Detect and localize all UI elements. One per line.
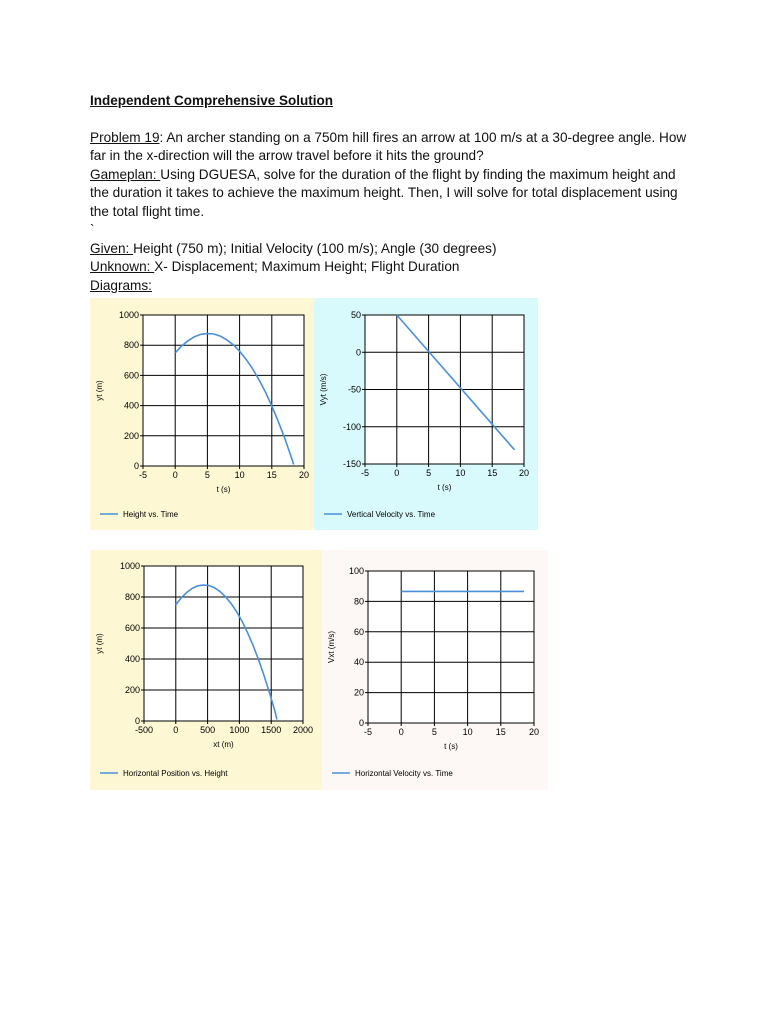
x-tick-label: 0	[172, 470, 178, 480]
x-tick-label: -5	[363, 727, 373, 737]
chart-svg	[314, 298, 538, 530]
x-tick-label: 0	[398, 727, 404, 737]
x-axis-title: t (s)	[444, 742, 458, 751]
problem-label: Problem 19	[90, 129, 160, 145]
x-tick-label: 0	[173, 725, 179, 735]
y-tick-label: 1000	[119, 561, 140, 571]
chart-svg	[322, 550, 548, 790]
legend-label: Horizontal Velocity vs. Time	[355, 769, 453, 778]
x-tick-label: 500	[200, 725, 216, 735]
x-tick-label: -5	[138, 470, 148, 480]
x-tick-label: 10	[455, 468, 466, 478]
y-tick-label: 1000	[118, 310, 139, 320]
horizontal-velocity-chart	[322, 550, 548, 790]
y-tick-label: 60	[353, 626, 364, 637]
x-tick-label: 5	[204, 470, 210, 480]
y-tick-label: 0	[134, 716, 140, 726]
unknown-line	[90, 258, 690, 277]
legend-label: Height vs. Time	[123, 510, 179, 519]
given-line	[90, 240, 690, 259]
x-axis-title: t (s)	[437, 483, 452, 492]
x-tick-label: 2000	[292, 725, 314, 735]
y-tick-label: 200	[124, 685, 140, 695]
y-tick-label: 100	[348, 566, 364, 576]
chart-svg	[90, 550, 322, 790]
unknown-text: X- Displacement; Maximum Height; Flight Duration	[154, 259, 460, 274]
x-tick-label: 15	[266, 470, 277, 480]
diagrams-label: Diagrams:	[90, 277, 152, 293]
y-tick-label: 600	[123, 370, 139, 381]
x-tick-label: -5	[360, 468, 370, 478]
x-axis-title: xt (m)	[213, 740, 234, 749]
y-tick-label: 400	[123, 400, 139, 411]
problem-paragraph	[90, 129, 690, 166]
x-tick-label: 15	[495, 727, 506, 737]
y-tick-label: 600	[124, 623, 140, 633]
unknown-label: Unknown:	[90, 259, 155, 274]
legend-label: Horizontal Position vs. Height	[123, 769, 228, 778]
y-axis-title: Vxt (m/s)	[327, 631, 336, 663]
y-axis-title: Vyt (m/s)	[319, 373, 328, 406]
y-tick-label: -50	[347, 384, 361, 395]
y-axis-title: yt (m)	[95, 633, 104, 654]
gameplan-label: Gameplan:	[90, 166, 161, 182]
y-tick-label: 200	[123, 430, 139, 441]
y-axis-title: yt (m)	[95, 380, 104, 401]
y-tick-label: 40	[353, 657, 364, 668]
x-tick-label: -500	[134, 725, 154, 735]
x-tick-label: 5	[431, 727, 437, 737]
y-tick-label: 0	[355, 347, 361, 358]
document-title: Independent Comprehensive Solution	[90, 93, 334, 108]
plot-area	[144, 566, 303, 721]
x-tick-label: 0	[394, 468, 400, 478]
vertical-velocity-chart	[314, 298, 538, 530]
height-vs-time-chart	[90, 298, 314, 530]
document-body	[90, 92, 690, 295]
x-tick-label: 1500	[261, 725, 282, 735]
y-tick-label: 50	[350, 310, 361, 320]
x-axis-title: t (s)	[216, 485, 231, 494]
y-tick-label: -100	[342, 421, 361, 432]
legend-label: Vertical Velocity vs. Time	[347, 510, 436, 519]
given-text: Height (750 m); Initial Velocity (100 m/s); Angle (30 degrees)	[133, 240, 497, 256]
given-label: Given:	[90, 240, 134, 256]
x-tick-label: 10	[462, 727, 473, 737]
x-tick-label: 15	[487, 468, 498, 478]
y-tick-label: 800	[124, 592, 140, 602]
stray-tick: `	[90, 222, 95, 237]
y-tick-label: 0	[358, 718, 364, 728]
y-tick-label: 800	[123, 340, 139, 351]
y-tick-label: 0	[133, 461, 139, 471]
position-vs-height-chart	[90, 550, 322, 790]
y-tick-label: -150	[342, 459, 361, 469]
chart-svg	[90, 298, 314, 530]
plot-area	[368, 571, 534, 723]
x-tick-label: 20	[298, 470, 310, 480]
gameplan-text: Using DGUESA, solve for the duration of the flight by finding the maximum height and the duration it takes to achieve the maximum height. Then, I will solve for total displacement using the total flight time.	[90, 166, 678, 219]
y-tick-label: 400	[124, 654, 140, 664]
y-tick-label: 80	[353, 596, 364, 607]
x-tick-label: 5	[426, 468, 432, 478]
x-tick-label: 20	[518, 468, 530, 478]
gameplan-paragraph	[90, 166, 690, 222]
x-tick-label: 1000	[229, 725, 250, 735]
x-tick-label: 10	[234, 470, 245, 480]
y-tick-label: 20	[353, 687, 364, 698]
problem-text: : An archer standing on a 750m hill fires an arrow at 100 m/s at a 30-degree angle. How far in the x-direction will the arrow travel before it hits the ground?	[90, 129, 687, 163]
x-tick-label: 20	[528, 727, 540, 737]
